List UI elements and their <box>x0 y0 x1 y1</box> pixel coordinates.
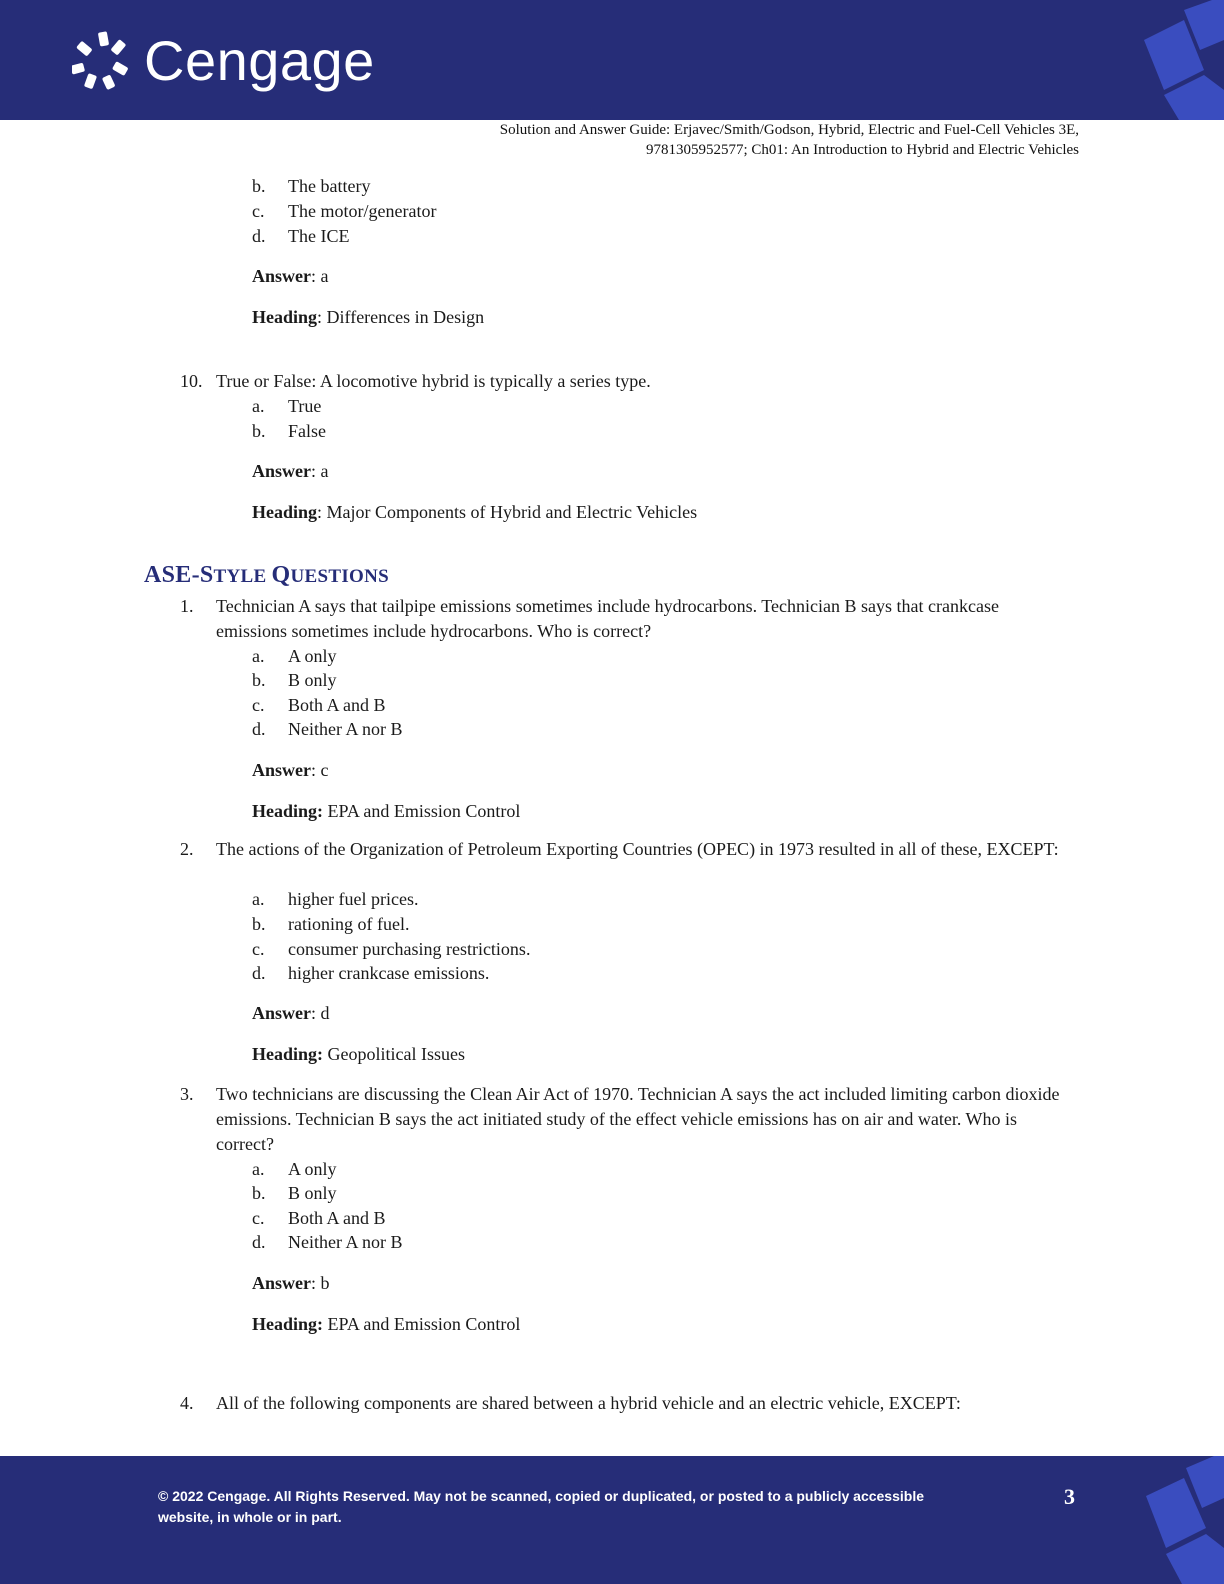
heading-label: Heading <box>252 1314 318 1334</box>
option <box>252 224 349 248</box>
answer-value: d <box>320 1003 330 1023</box>
answer-label: Answer <box>252 461 311 481</box>
option-letter: d. <box>252 1232 266 1252</box>
page-number: 3 <box>1064 1484 1075 1509</box>
corner-pattern-icon <box>1134 0 1224 120</box>
question-text: Technician A says that tailpipe emissions sometimes include hydrocarbons. Technician B says that crankcase emissions sometimes include hydrocarbons. Who is correct? <box>216 596 999 641</box>
heading-line: Heading: Major Components of Hybrid and Electric Vehicles <box>252 502 698 522</box>
question-number: 4. <box>180 1393 194 1413</box>
option <box>252 1230 403 1254</box>
option <box>252 1157 337 1181</box>
option <box>252 1206 386 1230</box>
question-number: 2. <box>180 839 194 859</box>
answer-line: Answer: b <box>252 1273 330 1293</box>
option-text: Both A and B <box>288 695 386 715</box>
answer-label: Answer <box>252 760 311 780</box>
heading-line: Heading: Differences in Design <box>252 307 485 327</box>
question <box>180 837 1070 862</box>
heading-value: Differences in Design <box>326 307 485 327</box>
cengage-logo-mark-icon <box>72 30 136 92</box>
option-letter: d. <box>252 719 266 739</box>
copyright-line1: © 2022 Cengage. All Rights Reserved. May not be scanned, copied or duplicated, or posted to a publicly accessible <box>158 1488 925 1504</box>
answer-value: a <box>320 461 329 481</box>
option-letter: b. <box>252 914 266 934</box>
answer-value: a <box>320 266 329 286</box>
option-text: A only <box>288 646 337 666</box>
option-text: The ICE <box>288 226 350 246</box>
copyright-line2: website, in whole or in part. <box>158 1509 342 1525</box>
answer-label: Answer <box>252 266 311 286</box>
question-text: All of the following components are shared between a hybrid vehicle and an electric vehicle, EXCEPT: <box>216 1393 961 1413</box>
section-title-part: UESTIONS <box>290 566 389 587</box>
option-letter: d. <box>252 963 266 983</box>
heading-label: Heading <box>252 1044 318 1064</box>
option <box>252 1181 337 1205</box>
option-letter: b. <box>252 670 266 690</box>
question <box>180 1391 1070 1416</box>
option <box>252 693 386 717</box>
option <box>252 887 418 911</box>
answer-line: Answer: a <box>252 461 329 481</box>
question-number: 10. <box>180 371 203 391</box>
option-text: higher crankcase emissions. <box>288 963 490 983</box>
option-text: True <box>288 396 322 416</box>
brand-name: Cengage <box>144 29 375 92</box>
heading-label: Heading <box>252 801 318 821</box>
section-title-part: Q <box>271 562 291 588</box>
question-text: Two technicians are discussing the Clean Air Act of 1970. Technician A says the act included limiting carbon dioxide emissions. Technician B says the act initiated study of the effect vehicle emissions has on air and water. Who is correct? <box>216 1084 1060 1154</box>
option <box>252 717 403 741</box>
option-letter: c. <box>252 1208 265 1228</box>
option <box>252 668 337 692</box>
option-text: False <box>288 421 326 441</box>
question <box>180 594 1070 644</box>
option-letter: a. <box>252 396 265 416</box>
header-band <box>0 0 1224 120</box>
option-letter: d. <box>252 226 266 246</box>
option-text: Neither A nor B <box>288 1232 403 1252</box>
option <box>252 394 321 418</box>
option-text: Neither A nor B <box>288 719 403 739</box>
question-text: The actions of the Organization of Petroleum Exporting Countries (OPEC) in 1973 resulted in all of these, EXCEPT: <box>216 839 1059 859</box>
option <box>252 912 409 936</box>
answer-value: c <box>320 760 329 780</box>
question <box>180 1082 1070 1157</box>
option-text: Both A and B <box>288 1208 386 1228</box>
section-title-part: TYLE <box>213 566 272 587</box>
heading-label: Heading <box>252 307 318 327</box>
footer-band <box>0 1456 1224 1584</box>
option <box>252 961 489 985</box>
option-letter: a. <box>252 889 265 909</box>
answer-label: Answer <box>252 1273 311 1293</box>
copyright-notice <box>158 1486 958 1528</box>
footer-corner-pattern-icon <box>1134 1456 1224 1584</box>
option <box>252 937 530 961</box>
answer-label: Answer <box>252 1003 311 1023</box>
question-text: True or False: A locomotive hybrid is typically a series type. <box>216 371 651 391</box>
question <box>180 369 1070 394</box>
answer-value: b <box>320 1273 330 1293</box>
option-letter: a. <box>252 646 265 666</box>
option-letter: b. <box>252 1183 266 1203</box>
option-text: consumer purchasing restrictions. <box>288 939 531 959</box>
option-letter: b. <box>252 176 266 196</box>
section-title-part: ASE-S <box>144 562 214 588</box>
answer-line: Answer: d <box>252 1003 330 1023</box>
heading-value: Geopolitical Issues <box>327 1044 465 1064</box>
option-text: higher fuel prices. <box>288 889 419 909</box>
answer-line: Answer: a <box>252 266 329 286</box>
heading-line: Heading: EPA and Emission Control <box>252 1314 521 1334</box>
option-letter: c. <box>252 695 265 715</box>
heading-line: Heading: EPA and Emission Control <box>252 801 521 821</box>
option-text: B only <box>288 670 337 690</box>
option-letter: a. <box>252 1159 265 1179</box>
option <box>252 199 436 223</box>
heading-value: EPA and Emission Control <box>327 801 521 821</box>
doc-meta-line2: 9781305952577; Ch01: An Introduction to Hybrid and Electric Vehicles <box>646 142 1079 158</box>
option-text: The battery <box>288 176 371 196</box>
document-meta <box>500 120 1079 160</box>
option-letter: c. <box>252 939 265 959</box>
section-title <box>144 562 389 589</box>
question-number: 1. <box>180 596 194 616</box>
option-letter: b. <box>252 421 266 441</box>
option-letter: c. <box>252 201 265 221</box>
option <box>252 419 326 443</box>
heading-line: Heading: Geopolitical Issues <box>252 1044 465 1064</box>
heading-label: Heading <box>252 502 318 522</box>
option-text: A only <box>288 1159 337 1179</box>
heading-value: Major Components of Hybrid and Electric Vehicles <box>326 502 698 522</box>
option-text: rationing of fuel. <box>288 914 410 934</box>
cengage-logo <box>72 30 375 92</box>
heading-value: EPA and Emission Control <box>327 1314 521 1334</box>
option-text: The motor/generator <box>288 201 437 221</box>
answer-line: Answer: c <box>252 760 329 780</box>
question-number: 3. <box>180 1084 194 1104</box>
option-text: B only <box>288 1183 337 1203</box>
option <box>252 644 337 668</box>
option <box>252 174 370 198</box>
doc-meta-line1: Solution and Answer Guide: Erjavec/Smith/Godson, Hybrid, Electric and Fuel-Cell Vehicles 3E, <box>499 122 1079 138</box>
